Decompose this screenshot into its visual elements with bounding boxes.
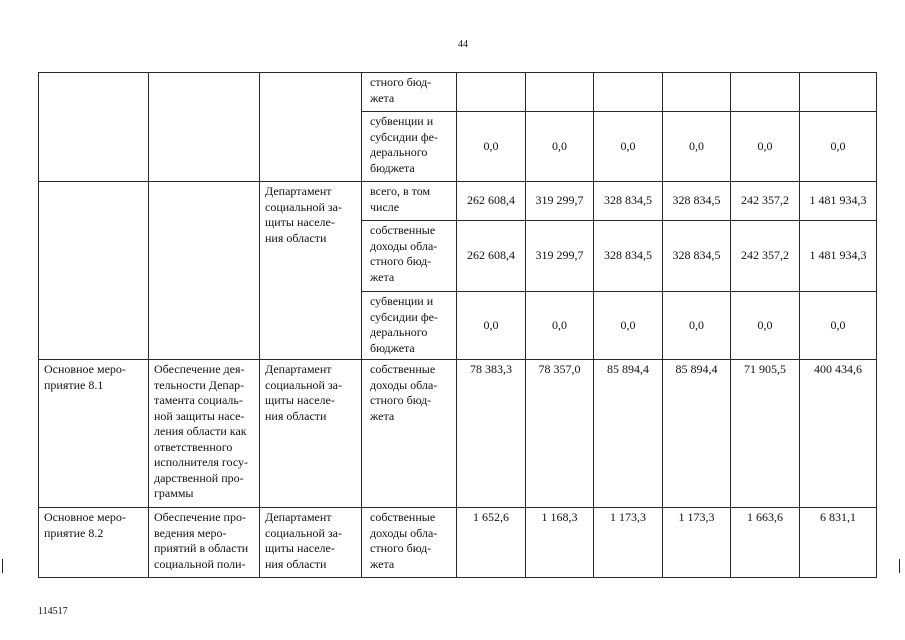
cell-empty [149, 182, 260, 360]
value-cell: 328 834,5 [663, 182, 731, 221]
value-cell [594, 73, 663, 112]
value-cell: 1 652,6 [457, 508, 526, 578]
funding-source-cell: собственные доходы обла- стного бюд- жета [362, 508, 457, 578]
measure-name-cell: Основное меро- приятие 8.1 [39, 360, 149, 508]
cell-empty [39, 182, 149, 360]
value-cell: 0,0 [457, 292, 526, 360]
value-cell: 1 481 934,3 [800, 182, 877, 221]
cell-empty [149, 73, 260, 182]
value-cell: 328 834,5 [594, 182, 663, 221]
value-cell: 262 608,4 [457, 182, 526, 221]
value-cell: 262 608,4 [457, 221, 526, 292]
value-cell: 6 831,1 [800, 508, 877, 578]
funding-source-cell: стного бюд- жета [362, 73, 457, 112]
value-cell: 242 357,2 [731, 182, 800, 221]
table-row [39, 73, 877, 112]
document-code: 114517 [38, 606, 68, 617]
value-cell: 400 434,6 [800, 360, 877, 508]
value-cell: 319 299,7 [526, 221, 594, 292]
value-cell: 0,0 [594, 112, 663, 182]
table-row [39, 360, 877, 508]
cell-empty [39, 73, 149, 182]
value-cell: 319 299,7 [526, 182, 594, 221]
funding-source-cell: субвенции и субсидии фе- дерального бюджета [362, 112, 457, 182]
value-cell: 85 894,4 [594, 360, 663, 508]
value-cell [526, 73, 594, 112]
value-cell [457, 73, 526, 112]
value-cell: 0,0 [594, 292, 663, 360]
funding-source-cell: всего, в том числе [362, 182, 457, 221]
value-cell: 78 383,3 [457, 360, 526, 508]
value-cell [731, 73, 800, 112]
scan-edge-mark [2, 559, 3, 573]
table-row [39, 508, 877, 578]
value-cell: 1 663,6 [731, 508, 800, 578]
department-cell: Департамент социальной за- щиты населе- ния области [260, 360, 362, 508]
funding-source-cell: субвенции и субсидии фе- дерального бюджета [362, 292, 457, 360]
measure-description-cell: Обеспечение про- ведения меро- приятий в области социальной поли- [149, 508, 260, 578]
page-number: 44 [458, 39, 468, 50]
value-cell [663, 73, 731, 112]
value-cell: 0,0 [731, 112, 800, 182]
table-row [39, 182, 877, 221]
value-cell: 0,0 [663, 112, 731, 182]
scan-edge-mark [899, 559, 900, 573]
value-cell: 1 481 934,3 [800, 221, 877, 292]
value-cell: 78 357,0 [526, 360, 594, 508]
value-cell: 0,0 [526, 292, 594, 360]
value-cell: 0,0 [526, 112, 594, 182]
value-cell: 1 168,3 [526, 508, 594, 578]
cell-empty [260, 73, 362, 182]
measure-description-cell: Обеспечение дея- тельности Депар- тамента социаль- ной защиты насе- ления области как ответственного исполнителя госу- дарственной про- граммы [149, 360, 260, 508]
funding-source-cell: собственные доходы обла- стного бюд- жета [362, 360, 457, 508]
value-cell: 328 834,5 [594, 221, 663, 292]
value-cell: 1 173,3 [594, 508, 663, 578]
measure-name-cell: Основное меро- приятие 8.2 [39, 508, 149, 578]
value-cell: 242 357,2 [731, 221, 800, 292]
value-cell: 71 905,5 [731, 360, 800, 508]
budget-table [38, 72, 877, 578]
value-cell: 0,0 [457, 112, 526, 182]
funding-source-cell: собственные доходы обла- стного бюд- жета [362, 221, 457, 292]
value-cell [800, 73, 877, 112]
value-cell: 328 834,5 [663, 221, 731, 292]
value-cell: 0,0 [731, 292, 800, 360]
value-cell: 0,0 [800, 292, 877, 360]
value-cell: 0,0 [663, 292, 731, 360]
department-cell: Департамент социальной за- щиты населе- ния области [260, 508, 362, 578]
department-cell: Департамент социальной за- щиты населе- ния области [260, 182, 362, 360]
value-cell: 0,0 [800, 112, 877, 182]
value-cell: 85 894,4 [663, 360, 731, 508]
value-cell: 1 173,3 [663, 508, 731, 578]
